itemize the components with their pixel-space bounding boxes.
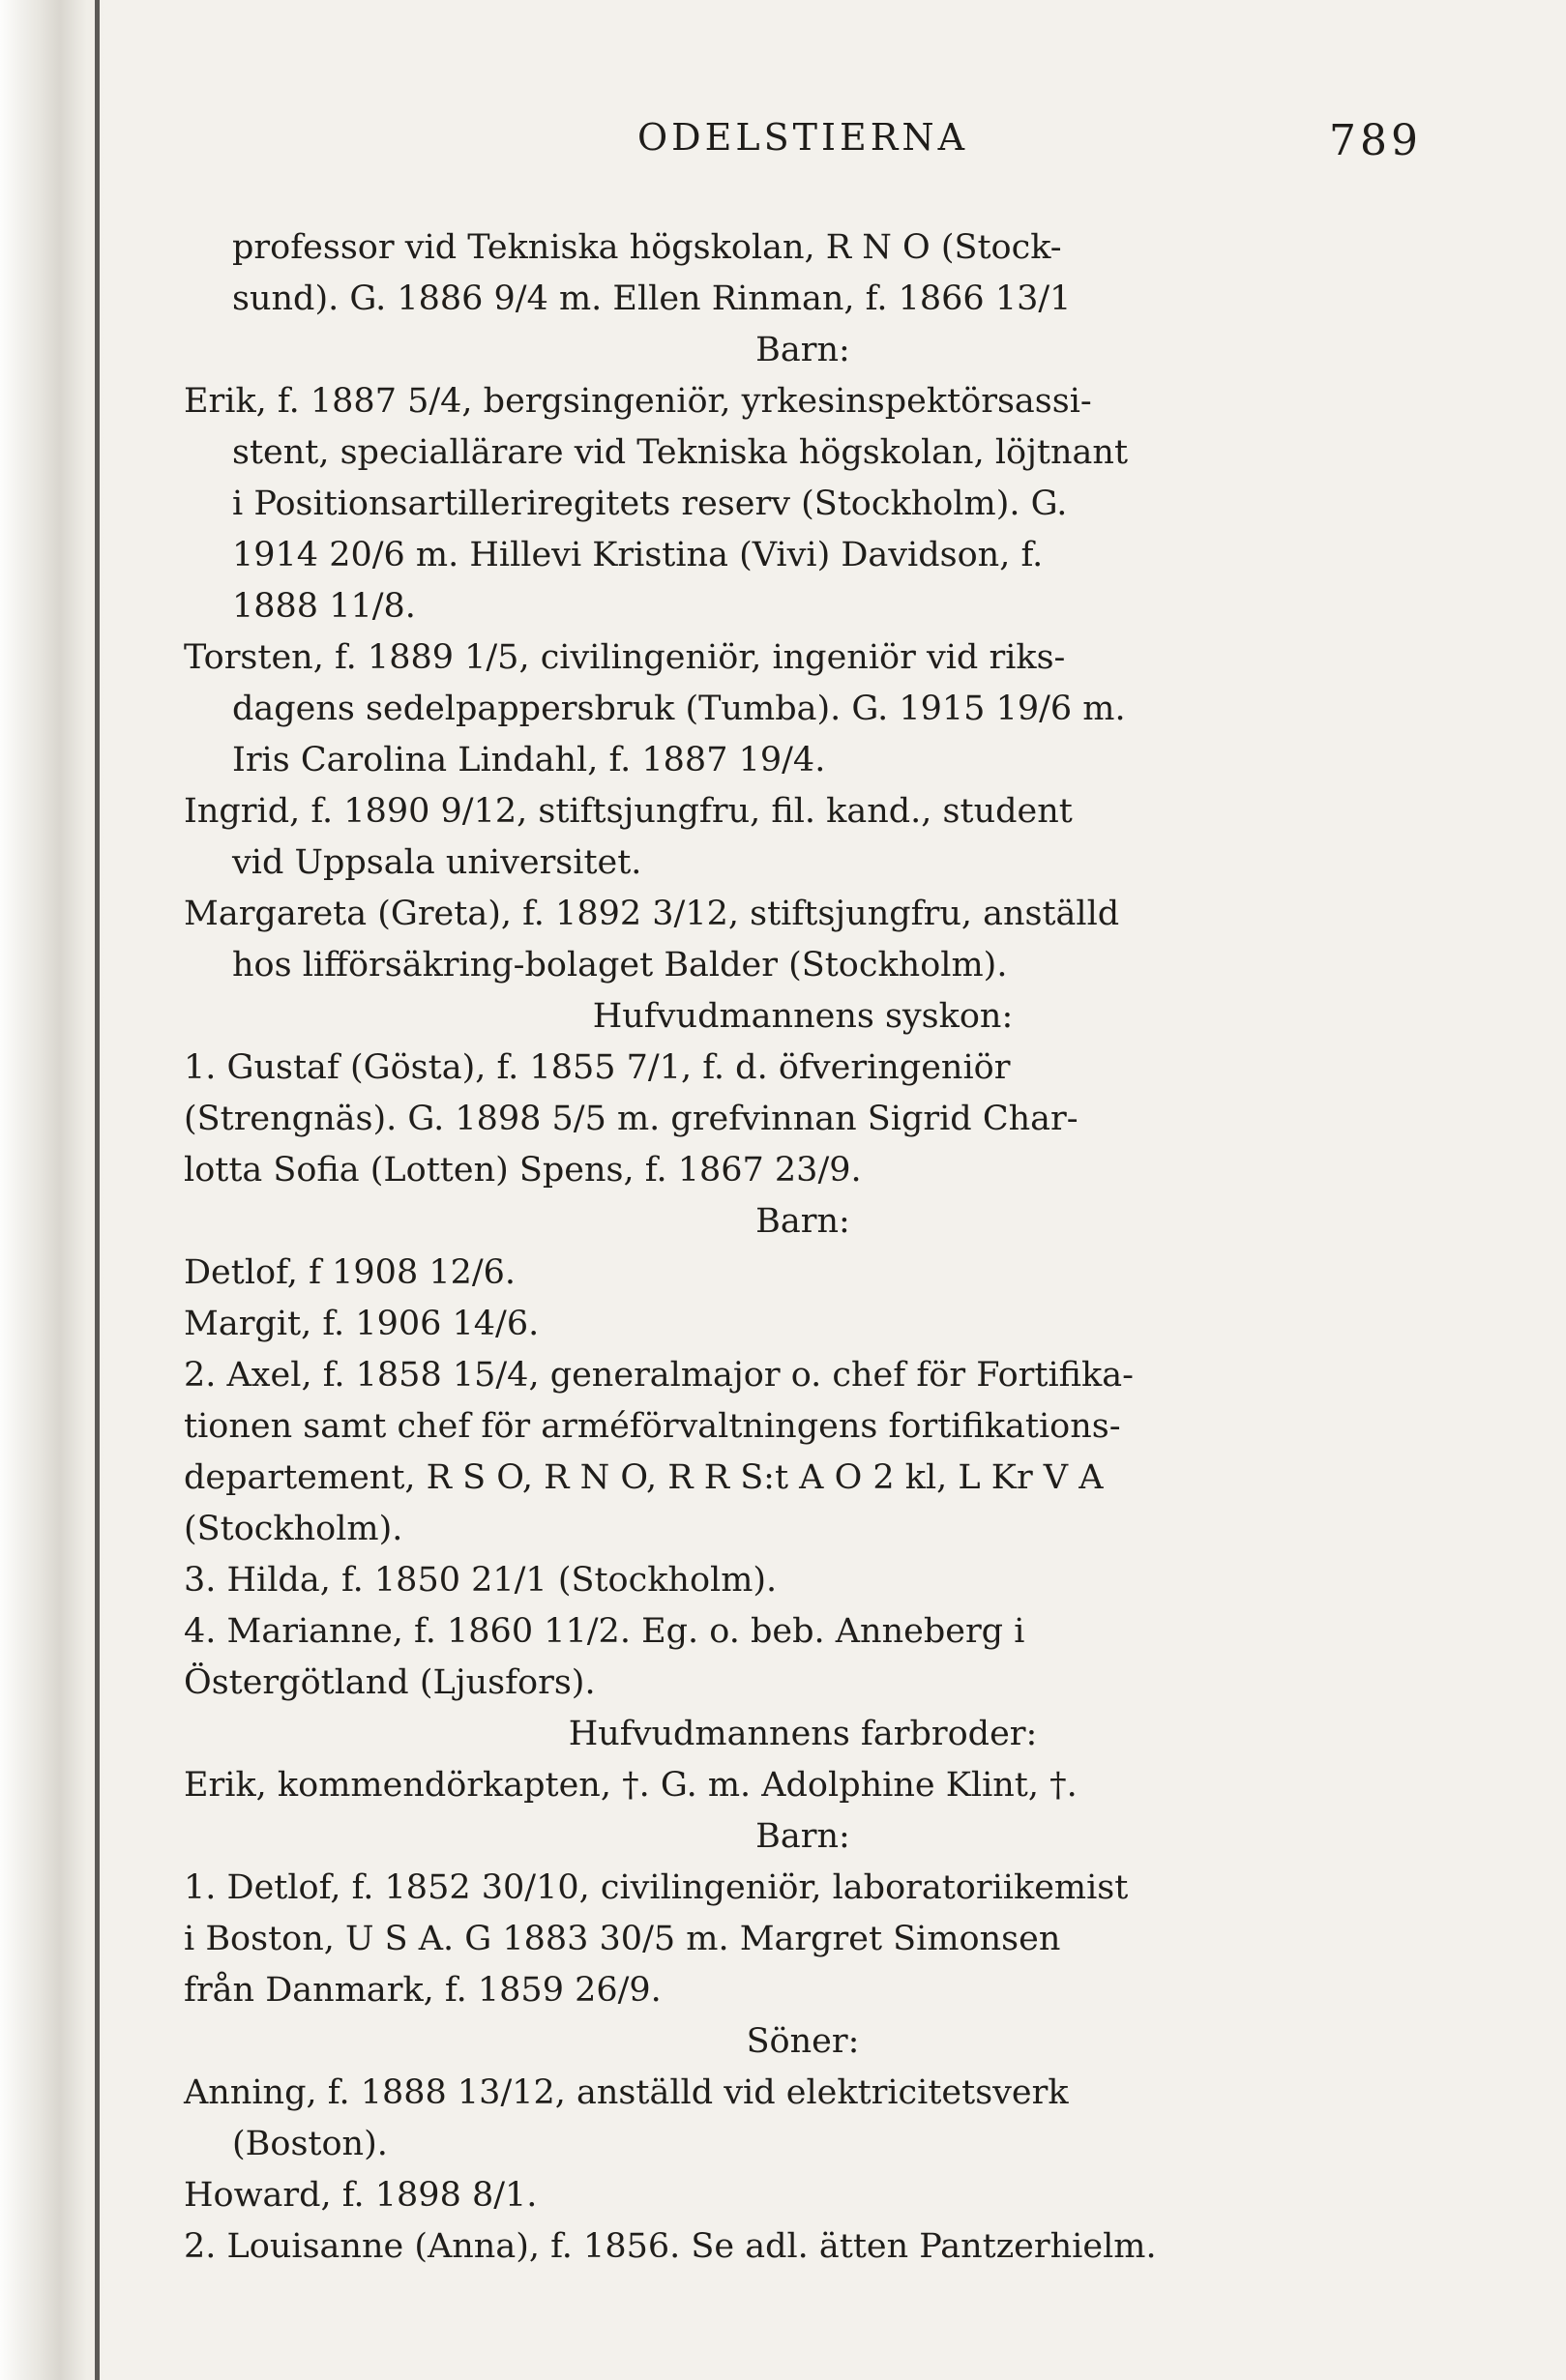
text-line: vid Uppsala universitet. [232,843,642,882]
section-heading: Hufvudmannens farbroder: [568,1715,1038,1753]
running-title: ODELSTIERNA [636,116,969,159]
text-line: Anning, f. 1888 13/12, anställd vid elektricitetsverk [184,2073,1069,2112]
text-line: Erik, f. 1887 5/4, bergsingeniör, yrkesinspektörsassi- [184,382,1092,421]
text-line: 1. Detlof, f. 1852 30/10, civilingeniör, laboratoriikemist [184,1868,1129,1907]
page-number: 789 [1329,116,1422,165]
text-line: sund). G. 1886 9/4 m. Ellen Rinman, f. 1866 13/1 [232,279,1072,318]
text-line: Torsten, f. 1889 1/5, civilingeniör, ingeniör vid riks- [184,638,1066,677]
text-line: dagens sedelpappersbruk (Tumba). G. 1915 19/6 m. [232,690,1126,728]
text-line: stent, speciallärare vid Tekniska högskolan, löjtnant [232,433,1129,472]
section-heading: Barn: [755,331,850,369]
text-line: Iris Carolina Lindahl, f. 1887 19/4. [232,741,826,779]
text-line: 2. Louisanne (Anna), f. 1856. Se adl. ätten Pantzerhielm. [184,2227,1157,2266]
text-line: Howard, f. 1898 8/1. [184,2176,538,2215]
text-line: tionen samt chef för arméförvaltningens fortifikations- [184,1407,1121,1446]
section-heading: Söner: [746,2022,860,2061]
text-line: i Boston, U S A. G 1883 30/5 m. Margret Simonsen [184,1920,1061,1958]
body-text [184,222,1422,2273]
section-heading: Barn: [755,1202,850,1241]
book-gutter [0,0,106,2380]
text-line: (Strengnäs). G. 1898 5/5 m. grefvinnan Sigrid Char- [184,1100,1078,1138]
text-line: Ingrid, f. 1890 9/12, stiftsjungfru, fil. kand., student [184,792,1073,831]
text-line: från Danmark, f. 1859 26/9. [184,1971,662,2010]
text-line: Margareta (Greta), f. 1892 3/12, stiftsjungfru, anställd [184,895,1120,933]
text-line: 1. Gustaf (Gösta), f. 1855 7/1, f. d. öfveringeniör [184,1048,1011,1087]
gutter-shadow [95,0,100,2380]
text-line: 1914 20/6 m. Hillevi Kristina (Vivi) Davidson, f. [232,536,1044,574]
text-line: i Positionsartilleriregitets reserv (Stockholm). G. [232,485,1068,523]
text-line: hos lifförsäkring-bolaget Balder (Stockholm). [232,946,1008,984]
text-line: Östergötland (Ljusfors). [184,1663,596,1702]
text-line: Detlof, f 1908 12/6. [184,1253,517,1292]
text-line: (Stockholm). [184,1510,403,1548]
text-line: 1888 11/8. [232,587,416,626]
text-line: 3. Hilda, f. 1850 21/1 (Stockholm). [184,1561,778,1600]
section-heading: Hufvudmannens syskon: [592,997,1014,1036]
text-line: Erik, kommendörkapten, †. G. m. Adolphine Klint, †. [184,1766,1078,1805]
text-line: 4. Marianne, f. 1860 11/2. Eg. o. beb. Anneberg i [184,1612,1025,1651]
text-line: professor vid Tekniska högskolan, R N O (Stock- [232,228,1062,267]
text-line: 2. Axel, f. 1858 15/4, generalmajor o. chef för Fortifika- [184,1356,1134,1395]
running-head [184,116,1422,193]
section-heading: Barn: [755,1817,850,1856]
text-line: (Boston). [232,2125,388,2163]
text-line: lotta Sofia (Lotten) Spens, f. 1867 23/9. [184,1151,862,1190]
text-line: departement, R S O, R N O, R R S:t A O 2 kl, L Kr V A [184,1458,1104,1497]
text-line: Margit, f. 1906 14/6. [184,1305,540,1343]
